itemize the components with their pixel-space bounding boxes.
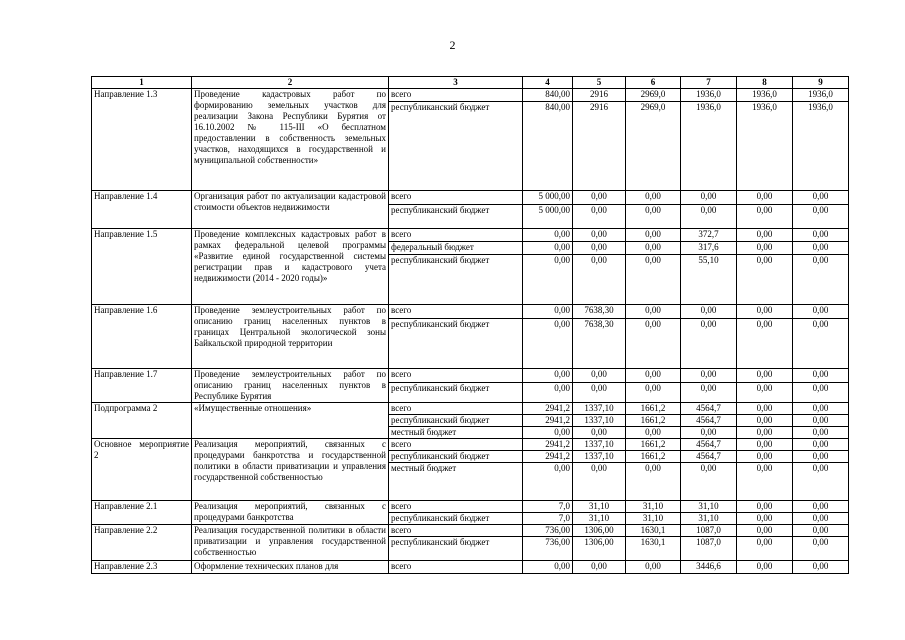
amount-cell: 0,00 <box>573 561 626 574</box>
amount-cell: 0,00 <box>573 255 626 305</box>
amount-cell: 0,00 <box>793 427 849 439</box>
funding-source-cell: всего <box>389 501 523 513</box>
amount-cell: 0,00 <box>793 451 849 463</box>
amount-cell: 0,00 <box>793 439 849 451</box>
item-code-cell: Направление 1.5 <box>92 229 192 305</box>
item-code-cell: Направление 1.3 <box>92 89 192 191</box>
amount-cell: 0,00 <box>523 319 573 369</box>
amount-cell: 0,00 <box>737 415 793 427</box>
amount-cell: 0,00 <box>737 229 793 242</box>
funding-source-cell: республиканский бюджет <box>389 537 523 561</box>
amount-cell: 0,00 <box>793 513 849 525</box>
amount-cell: 0,00 <box>626 369 681 383</box>
amount-cell: 1936,0 <box>737 102 793 191</box>
item-description-cell: Реализация мероприятий, связанных с процедурами банкротства и государственной политики в области приватизации и управления государственной собственностью <box>192 439 389 501</box>
amount-cell: 0,00 <box>793 501 849 513</box>
amount-cell: 0,00 <box>737 561 793 574</box>
amount-cell: 0,00 <box>737 369 793 383</box>
amount-cell: 1936,0 <box>737 89 793 102</box>
amount-cell: 372,7 <box>681 229 737 242</box>
amount-cell: 1936,0 <box>793 89 849 102</box>
amount-cell: 0,00 <box>626 205 681 229</box>
amount-cell: 0,00 <box>681 205 737 229</box>
amount-cell: 0,00 <box>793 205 849 229</box>
amount-cell: 736,00 <box>523 525 573 537</box>
amount-cell: 0,00 <box>793 383 849 403</box>
table-row <box>92 525 849 537</box>
amount-cell: 1337,10 <box>573 415 626 427</box>
amount-cell: 0,00 <box>737 255 793 305</box>
amount-cell: 0,00 <box>573 427 626 439</box>
amount-cell: 0,00 <box>626 427 681 439</box>
amount-cell: 1661,2 <box>626 415 681 427</box>
item-code-cell: Направление 2.2 <box>92 525 192 561</box>
amount-cell: 0,00 <box>523 255 573 305</box>
amount-cell: 0,00 <box>737 191 793 205</box>
funding-source-cell: всего <box>389 89 523 102</box>
table-row <box>92 501 849 513</box>
funding-source-cell: республиканский бюджет <box>389 255 523 305</box>
amount-cell: 0,00 <box>681 463 737 501</box>
item-description-cell: «Имущественные отношения» <box>192 403 389 439</box>
header-row <box>92 77 849 89</box>
funding-source-cell: республиканский бюджет <box>389 383 523 403</box>
amount-cell: 0,00 <box>626 229 681 242</box>
amount-cell: 0,00 <box>737 525 793 537</box>
header-cell: 2 <box>192 77 389 89</box>
amount-cell: 0,00 <box>626 463 681 501</box>
amount-cell: 1936,0 <box>793 102 849 191</box>
amount-cell: 7638,30 <box>573 305 626 319</box>
amount-cell: 1306,00 <box>573 525 626 537</box>
page-number: 2 <box>449 38 456 52</box>
item-code-cell: Направление 2.3 <box>92 561 192 574</box>
amount-cell: 1337,10 <box>573 403 626 415</box>
item-description-cell: Реализация мероприятий, связанных с процедурами банкротства <box>192 501 389 525</box>
amount-cell: 840,00 <box>523 89 573 102</box>
header-cell: 3 <box>389 77 523 89</box>
funding-source-cell: республиканский бюджет <box>389 451 523 463</box>
amount-cell: 0,00 <box>793 242 849 255</box>
amount-cell: 0,00 <box>626 319 681 369</box>
amount-cell: 2941,2 <box>523 451 573 463</box>
amount-cell: 1087,0 <box>681 537 737 561</box>
amount-cell: 0,00 <box>793 403 849 415</box>
amount-cell: 0,00 <box>737 319 793 369</box>
amount-cell: 55,10 <box>681 255 737 305</box>
amount-cell: 0,00 <box>523 383 573 403</box>
amount-cell: 317,6 <box>681 242 737 255</box>
amount-cell: 0,00 <box>737 242 793 255</box>
table-row <box>92 229 849 242</box>
amount-cell: 3446,6 <box>681 561 737 574</box>
funding-source-cell: всего <box>389 191 523 205</box>
amount-cell: 0,00 <box>737 205 793 229</box>
funding-source-cell: всего <box>389 403 523 415</box>
amount-cell: 0,00 <box>523 561 573 574</box>
amount-cell: 31,10 <box>681 513 737 525</box>
table-row <box>92 305 849 319</box>
amount-cell: 2941,2 <box>523 439 573 451</box>
amount-cell: 0,00 <box>573 205 626 229</box>
amount-cell: 7,0 <box>523 513 573 525</box>
funding-source-cell: всего <box>389 229 523 242</box>
header-cell: 5 <box>573 77 626 89</box>
amount-cell: 1661,2 <box>626 439 681 451</box>
funding-source-cell: республиканский бюджет <box>389 319 523 369</box>
amount-cell: 2916 <box>573 102 626 191</box>
amount-cell: 0,00 <box>793 255 849 305</box>
amount-cell: 5 000,00 <box>523 205 573 229</box>
amount-cell: 31,10 <box>626 513 681 525</box>
amount-cell: 2969,0 <box>626 89 681 102</box>
item-code-cell: Направление 1.7 <box>92 369 192 403</box>
amount-cell: 0,00 <box>793 415 849 427</box>
funding-source-cell: республиканский бюджет <box>389 102 523 191</box>
amount-cell: 840,00 <box>523 102 573 191</box>
amount-cell: 0,00 <box>573 242 626 255</box>
header-cell: 9 <box>793 77 849 89</box>
header-cell: 7 <box>681 77 737 89</box>
amount-cell: 1936,0 <box>681 102 737 191</box>
amount-cell: 0,00 <box>626 383 681 403</box>
amount-cell: 0,00 <box>573 463 626 501</box>
amount-cell: 2941,2 <box>523 403 573 415</box>
amount-cell: 0,00 <box>793 561 849 574</box>
amount-cell: 0,00 <box>626 191 681 205</box>
amount-cell: 1087,0 <box>681 525 737 537</box>
amount-cell: 0,00 <box>681 191 737 205</box>
amount-cell: 0,00 <box>573 369 626 383</box>
amount-cell: 0,00 <box>793 463 849 501</box>
amount-cell: 0,00 <box>573 383 626 403</box>
amount-cell: 1306,00 <box>573 537 626 561</box>
item-description-cell: Проведение землеустроительных работ по описанию границ населенных пунктов в Республике Бурятия <box>192 369 389 403</box>
funding-source-cell: республиканский бюджет <box>389 415 523 427</box>
amount-cell: 0,00 <box>737 537 793 561</box>
funding-source-cell: всего <box>389 369 523 383</box>
amount-cell: 0,00 <box>793 191 849 205</box>
amount-cell: 31,10 <box>573 513 626 525</box>
amount-cell: 7638,30 <box>573 319 626 369</box>
funding-source-cell: республиканский бюджет <box>389 205 523 229</box>
amount-cell: 0,00 <box>523 229 573 242</box>
amount-cell: 4564,7 <box>681 415 737 427</box>
amount-cell: 0,00 <box>737 403 793 415</box>
header-cell: 4 <box>523 77 573 89</box>
amount-cell: 1661,2 <box>626 403 681 415</box>
item-description-cell: Проведение кадастровых работ по формированию земельных участков для реализации Закона Республики Бурятия от 16.10.2002 № 115-III «О бесплатном предоставлении в собственность земельных участков, находящихся в государственной и муниципальной собственности» <box>192 89 389 191</box>
item-code-cell: Направление 2.1 <box>92 501 192 525</box>
amount-cell: 1936,0 <box>681 89 737 102</box>
table-row <box>92 191 849 205</box>
amount-cell: 2941,2 <box>523 415 573 427</box>
amount-cell: 1337,10 <box>573 439 626 451</box>
amount-cell: 0,00 <box>793 537 849 561</box>
amount-cell: 2916 <box>573 89 626 102</box>
funding-source-cell: местный бюджет <box>389 427 523 439</box>
funding-source-cell: федеральный бюджет <box>389 242 523 255</box>
amount-cell: 0,00 <box>681 319 737 369</box>
amount-cell: 0,00 <box>523 369 573 383</box>
amount-cell: 0,00 <box>737 513 793 525</box>
amount-cell: 0,00 <box>737 501 793 513</box>
amount-cell: 0,00 <box>793 319 849 369</box>
funding-source-cell: всего <box>389 439 523 451</box>
amount-cell: 0,00 <box>523 463 573 501</box>
amount-cell: 0,00 <box>737 383 793 403</box>
funding-source-cell: местный бюджет <box>389 463 523 501</box>
amount-cell: 0,00 <box>681 427 737 439</box>
item-code-cell: Подпрограмма 2 <box>92 403 192 439</box>
amount-cell: 0,00 <box>681 305 737 319</box>
funding-source-cell: республиканский бюджет <box>389 513 523 525</box>
funding-source-cell: всего <box>389 525 523 537</box>
amount-cell: 0,00 <box>626 255 681 305</box>
table-row <box>92 369 849 383</box>
amount-cell: 0,00 <box>793 229 849 242</box>
amount-cell: 0,00 <box>737 463 793 501</box>
item-code-cell: Основное мероприятие 2 <box>92 439 192 501</box>
amount-cell: 0,00 <box>523 305 573 319</box>
amount-cell: 1630,1 <box>626 537 681 561</box>
table-body <box>92 89 849 574</box>
table-row <box>92 403 849 415</box>
amount-cell: 31,10 <box>681 501 737 513</box>
funding-source-cell: всего <box>389 305 523 319</box>
item-description-cell: Оформление технических планов для <box>192 561 389 574</box>
table-row <box>92 561 849 574</box>
amount-cell: 2969,0 <box>626 102 681 191</box>
amount-cell: 0,00 <box>523 427 573 439</box>
amount-cell: 0,00 <box>523 242 573 255</box>
amount-cell: 0,00 <box>681 383 737 403</box>
amount-cell: 736,00 <box>523 537 573 561</box>
amount-cell: 0,00 <box>573 229 626 242</box>
amount-cell: 0,00 <box>573 191 626 205</box>
header-cell: 8 <box>737 77 793 89</box>
amount-cell: 0,00 <box>681 369 737 383</box>
amount-cell: 1661,2 <box>626 451 681 463</box>
amount-cell: 0,00 <box>626 561 681 574</box>
amount-cell: 31,10 <box>626 501 681 513</box>
header-cell: 1 <box>92 77 192 89</box>
amount-cell: 0,00 <box>793 369 849 383</box>
amount-cell: 0,00 <box>737 439 793 451</box>
amount-cell: 1630,1 <box>626 525 681 537</box>
amount-cell: 0,00 <box>793 525 849 537</box>
amount-cell: 0,00 <box>737 305 793 319</box>
amount-cell: 7,0 <box>523 501 573 513</box>
budget-table <box>91 76 849 574</box>
amount-cell: 0,00 <box>793 305 849 319</box>
funding-source-cell: всего <box>389 561 523 574</box>
item-description-cell: Реализация государственной политики в области приватизации и управления государственной собственностью <box>192 525 389 561</box>
amount-cell: 0,00 <box>737 451 793 463</box>
item-description-cell: Проведение землеустроительных работ по описанию границ населенных пунктов в границах Центральной экологической зоны Байкальской природной территории <box>192 305 389 369</box>
amount-cell: 0,00 <box>626 242 681 255</box>
item-code-cell: Направление 1.4 <box>92 191 192 229</box>
amount-cell: 0,00 <box>737 427 793 439</box>
header-cell: 6 <box>626 77 681 89</box>
table-row <box>92 89 849 102</box>
item-description-cell: Проведение комплексных кадастровых работ в рамках федеральной целевой программы «Развитие единой государственной системы регистрации прав и кадастрового учета недвижимости (2014 - 2020 годы)» <box>192 229 389 305</box>
item-code-cell: Направление 1.6 <box>92 305 192 369</box>
amount-cell: 31,10 <box>573 501 626 513</box>
table-row <box>92 439 849 451</box>
amount-cell: 4564,7 <box>681 451 737 463</box>
amount-cell: 4564,7 <box>681 403 737 415</box>
amount-cell: 5 000,00 <box>523 191 573 205</box>
amount-cell: 4564,7 <box>681 439 737 451</box>
item-description-cell: Организация работ по актуализации кадастровой стоимости объектов недвижимости <box>192 191 389 229</box>
amount-cell: 1337,10 <box>573 451 626 463</box>
amount-cell: 0,00 <box>626 305 681 319</box>
